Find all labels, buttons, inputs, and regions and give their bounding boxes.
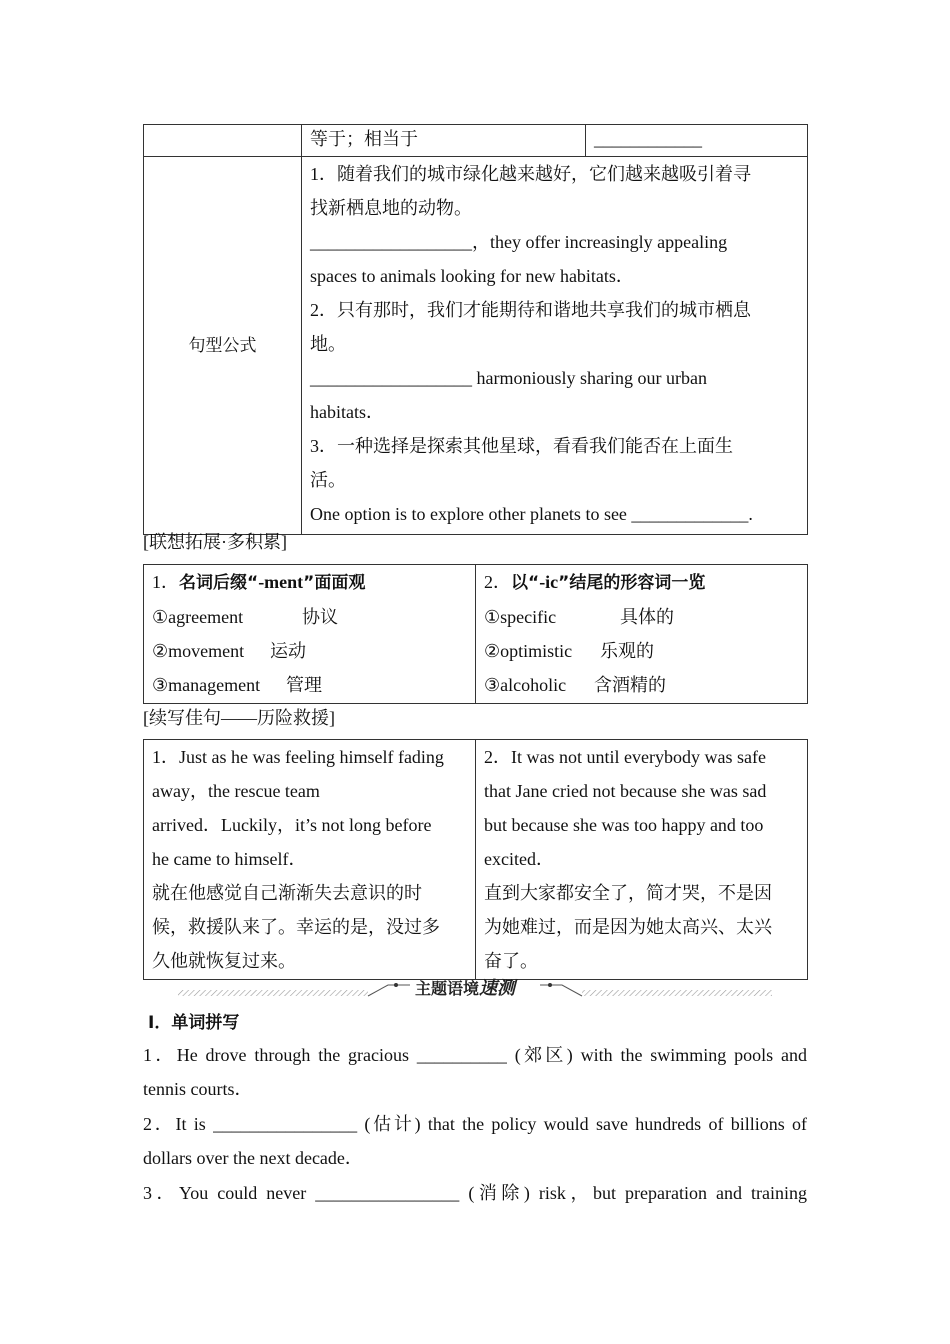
question-line: 3．You could never ________________ (消除) risk，but preparation and training (143, 1183, 807, 1203)
translation-line: 候，救援队来了。幸运的是，没过多 (152, 917, 440, 937)
sentence-line: but because she was too happy and too (484, 815, 764, 835)
vocab-item (152, 668, 467, 702)
title-text: 以“ (511, 573, 540, 593)
pattern-line: 2．只有那时，我们才能期待和谐地共享我们的城市栖息 (310, 300, 751, 320)
section-heading-association: [联想拓展·多积累] (143, 532, 287, 552)
pattern-line: 3．一种选择是探索其他星球，看看我们能否在上面生 (310, 436, 733, 456)
empty-cell (144, 125, 302, 157)
question-1 (143, 1038, 807, 1106)
pattern-line: 1．随着我们的城市绿化越来越好，它们越来越吸引着寻 (310, 164, 751, 184)
suffix-ment-cell (144, 565, 476, 704)
translation-line: 为她难过，而是因为她太高兴、太兴 (484, 917, 772, 937)
vocab-meaning: 运动 (270, 641, 306, 661)
vocab-item (484, 634, 799, 668)
title-suffix: -ic (539, 572, 559, 592)
title-text: ”结尾的形容词一览 (558, 573, 706, 593)
vocab-word: ③alcoholic (484, 675, 567, 695)
translation-line: 就在他感觉自己渐渐失去意识的时 (152, 883, 422, 903)
question-line: dollars over the next decade． (143, 1148, 363, 1168)
meaning-text: 等于；相当于 (310, 129, 418, 149)
pattern-line: __________________，they offer increasingly appealing (310, 232, 728, 252)
title-text: 名词后缀“ (179, 573, 259, 593)
suffix-ic-cell (476, 565, 808, 704)
question-line: 1．He drove through the gracious __________ (郊区) with the swimming pools and (143, 1045, 807, 1065)
vocab-item (152, 600, 467, 634)
vocab-word: ①agreement (152, 607, 244, 627)
sentence-pattern-table (143, 124, 807, 535)
vocab-word: ②optimistic (484, 641, 573, 661)
vocab-item (484, 600, 799, 634)
suffix-ic-title (484, 565, 799, 600)
vocab-meaning: 含酒精的 (594, 675, 666, 695)
vocab-meaning: 乐观的 (600, 641, 654, 661)
question-line: tennis courts． (143, 1079, 253, 1099)
vocabulary-table (143, 564, 807, 704)
question-line: 2．It is ________________ (估计) that the policy would save hundreds of billions of (143, 1114, 807, 1134)
sentence-line: excited． (484, 849, 554, 869)
good-sentences-table (143, 739, 807, 980)
rescue-sentence-right (476, 740, 808, 980)
vocab-word: ②movement (152, 641, 245, 661)
banner-text: 主题语境 (415, 979, 480, 998)
sentence-line: 1．Just as he was feeling himself fading (152, 747, 444, 767)
title-suffix: -ment (258, 572, 304, 592)
sentence-line: 2．It was not until everybody was safe (484, 747, 766, 767)
vocab-meaning: 管理 (286, 675, 322, 695)
pattern-line: __________________ harmoniously sharing our urban (310, 368, 707, 388)
suffix-ment-title (152, 565, 467, 600)
sentence-pattern-content (302, 157, 808, 535)
vocab-word: ①specific (484, 607, 557, 627)
title-number: 1． (152, 572, 179, 592)
vocab-meaning: 协议 (302, 607, 338, 627)
title-text: ”面面观 (303, 573, 366, 593)
sentence-pattern-label: 句型公式 (144, 157, 302, 535)
banner-title (415, 974, 515, 1000)
sentence-line: away，the rescue team (152, 781, 320, 801)
question-2 (143, 1107, 807, 1175)
translation-line: 直到大家都安全了，简才哭，不是因 (484, 883, 772, 903)
vocab-word: ③management (152, 675, 261, 695)
vocab-item (484, 668, 799, 702)
topic-quiz-banner (178, 972, 772, 1002)
banner-text-emphasis: 速测 (479, 978, 516, 999)
exercise-heading-text: Ⅰ．单词拼写 (148, 1013, 240, 1033)
section-heading-continuation: [续写佳句——历险救援] (143, 708, 335, 728)
title-number: 2． (484, 572, 511, 592)
sentence-line: arrived．Luckily，it’s not long before (152, 815, 432, 835)
pattern-line: 找新栖息地的动物。 (310, 198, 472, 218)
translation-line: 久他就恢复过来。 (152, 951, 296, 971)
pattern-line: habitats． (310, 402, 384, 422)
translation-line: 奋了。 (484, 951, 538, 971)
answer-blank: ____________ (594, 129, 702, 149)
pattern-line: spaces to animals looking for new habitats． (310, 266, 634, 286)
vocab-item (152, 634, 467, 668)
question-3 (143, 1176, 807, 1210)
rescue-sentence-left (144, 740, 476, 980)
answer-blank-cell (586, 125, 808, 157)
pattern-line: One option is to explore other planets to see _____________. (310, 504, 753, 524)
sentence-line: he came to himself． (152, 849, 307, 869)
meaning-cell (302, 125, 586, 157)
vocab-meaning: 具体的 (620, 607, 674, 627)
sentence-line: that Jane cried not because she was sad (484, 781, 767, 801)
exercise-heading (148, 1010, 239, 1035)
pattern-line: 活。 (310, 470, 346, 490)
pattern-line: 地。 (310, 334, 346, 354)
